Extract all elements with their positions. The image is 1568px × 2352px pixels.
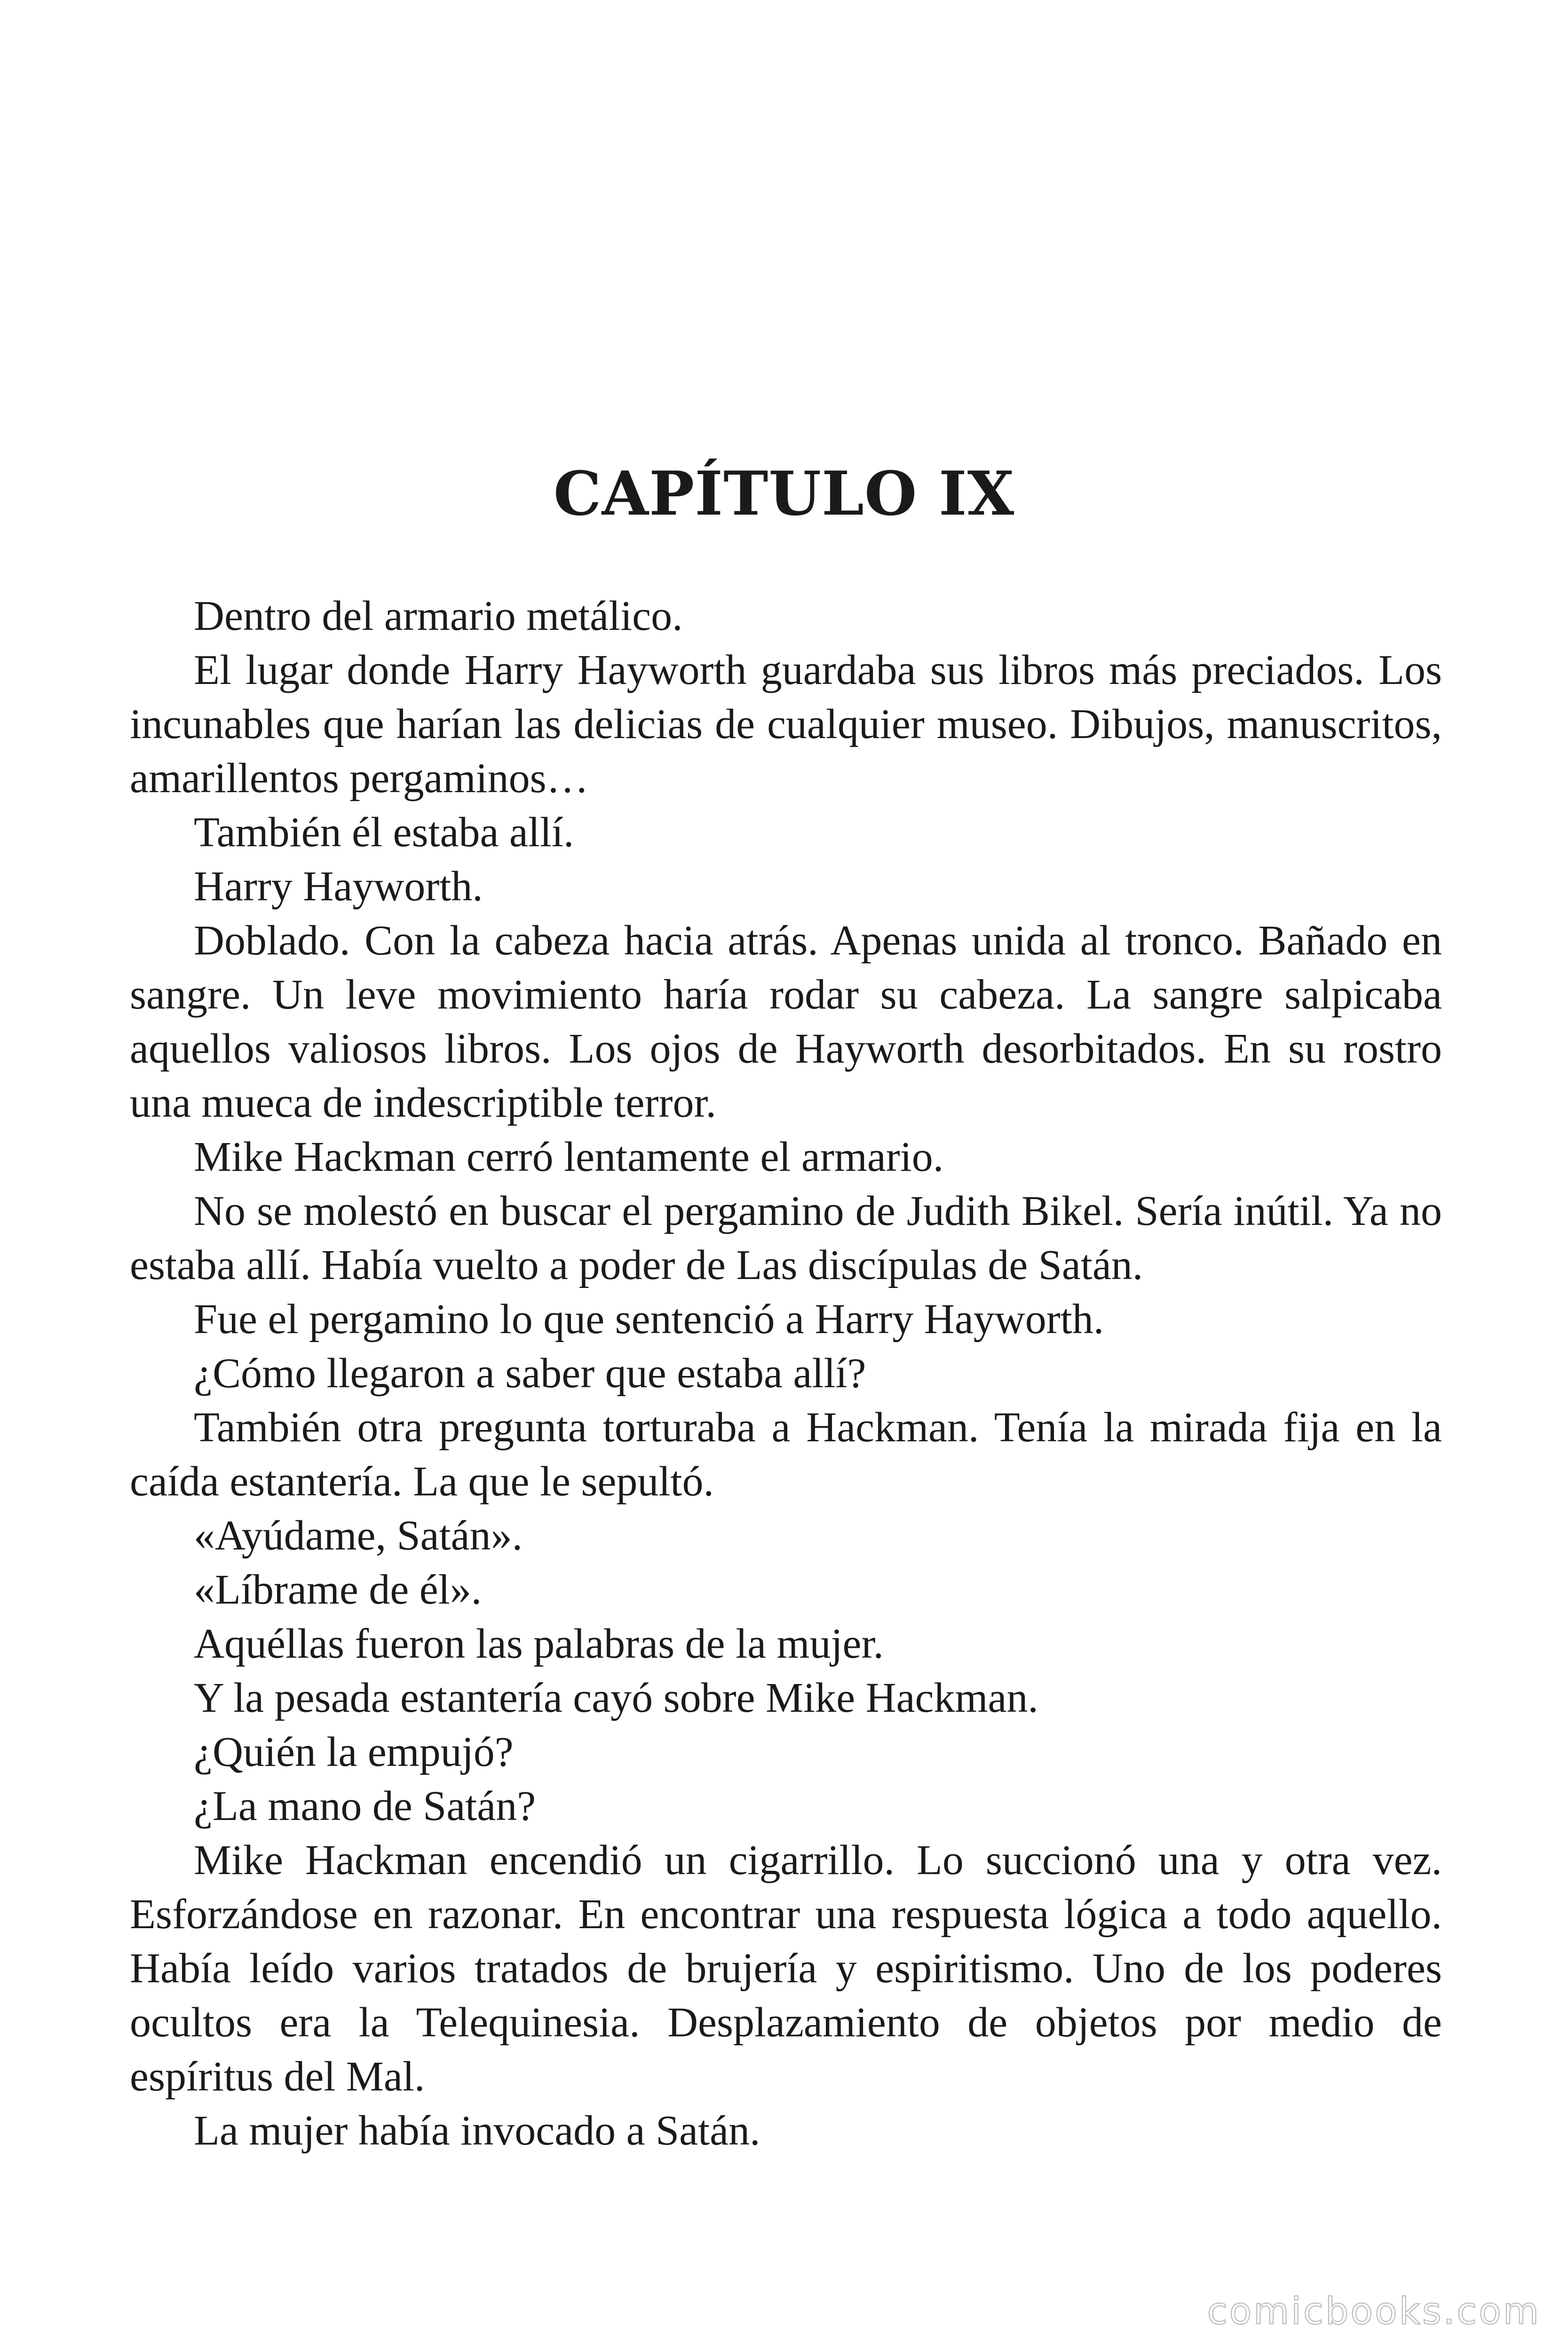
paragraph: El lugar donde Harry Hayworth guardaba sus libros más preciados. Los incunables que harían las delicias de cualquier museo. Dibujos, manuscritos, amarillentos pergaminos…: [130, 647, 1442, 802]
paragraph: Doblado. Con la cabeza hacia atrás. Apenas unida al tronco. Bañado en sangre. Un leve movimiento haría rodar su cabeza. La sangre salpicaba aquellos valiosos libros. Los ojos de Hayworth desorbitados. En su rostro una mueca de indescriptible terror.: [130, 917, 1442, 1126]
paragraph: ¿Quién la empujó?: [194, 1729, 514, 1775]
paragraph: Aquéllas fueron las palabras de la mujer.: [194, 1621, 884, 1667]
paragraph: «Ayúdame, Satán».: [194, 1512, 523, 1559]
paragraph: Harry Hayworth.: [194, 863, 483, 910]
paragraph: No se molestó en buscar el pergamino de Judith Bikel. Sería inútil. Ya no estaba allí. Había vuelto a poder de Las discípulas de Satán.: [130, 1188, 1442, 1288]
chapter-title: CAPÍTULO IX: [553, 459, 1015, 529]
paragraph: «Líbrame de él».: [194, 1566, 482, 1613]
paragraph: También él estaba allí.: [194, 809, 574, 856]
paragraph: Mike Hackman encendió un cigarrillo. Lo succionó una y otra vez. Esforzándose en razonar. En encontrar una respuesta lógica a todo aquello. Había leído varios tratados de brujería y espiritismo. Uno de los poderes ocultos era la Telequinesia. Desplazamiento de objetos por medio de espíritus del Mal.: [130, 1837, 1442, 2100]
paragraph: ¿La mano de Satán?: [194, 1783, 536, 1829]
paragraph: La mujer había invocado a Satán.: [194, 2107, 760, 2154]
chapter-body: [130, 589, 1442, 2158]
paragraph: También otra pregunta torturaba a Hackman. Tenía la mirada fija en la caída estantería. La que le sepultó.: [130, 1404, 1442, 1505]
paragraph: Mike Hackman cerró lentamente el armario.: [194, 1134, 944, 1180]
paragraph: ¿Cómo llegaron a saber que estaba allí?: [194, 1350, 866, 1397]
paragraph: Fue el pergamino lo que sentenció a Harry Hayworth.: [194, 1296, 1104, 1343]
watermark: comicbooks.com: [1207, 2290, 1541, 2333]
paragraph: Dentro del armario metálico.: [194, 593, 683, 639]
paragraph: Y la pesada estantería cayó sobre Mike Hackman.: [194, 1675, 1038, 1721]
